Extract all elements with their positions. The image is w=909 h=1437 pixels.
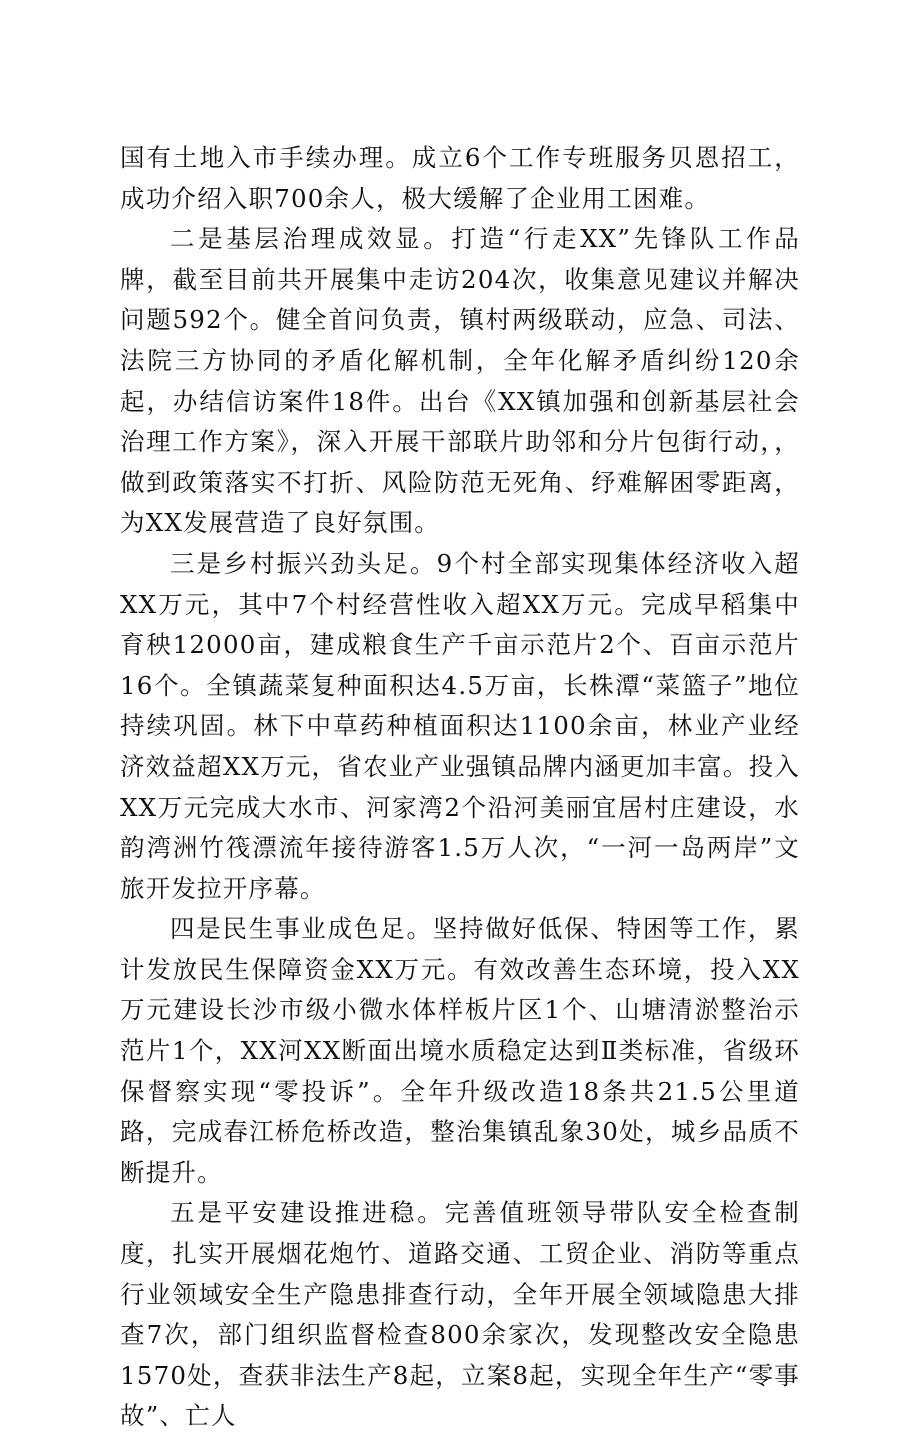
paragraph-grassroots-governance: 二是基层治理成效显。打造“行走XX”先锋队工作品牌，截至目前共开展集中走访204次，收集意见建议并解决问题592个。健全首问负责，镇村两级联动，应急、司法、法院三方协同的矛盾化解机制，全年化解矛盾纠纷120余起，办结信访案件18件。出台《XX镇加强和创新基层社会治理工作方案》，深入开展干部联片助邻和分片包街行动，，做到政策落实不打折、风险防范无死角、纾难解困零距离，为XX发展营造了良好氛围。 (120, 224, 800, 538)
document-body (120, 138, 800, 1437)
paragraph-livelihood: 四是民生事业成色足。坚持做好低保、特困等工作，累计发放民生保障资金XX万元。有效改善生态环境，投入XX万元建设长沙市级小微水体样板片区1个、山塘清淤整治示范片1个，XX河XX断面出境水质稳定达到Ⅱ类标准，省级环保督察实现“零投诉”。全年升级改造18条共21.5公里道路，完成春江桥危桥改造，整治集镇乱象30处，城乡品质不断提升。 (120, 914, 800, 1187)
paragraph-safety-construction: 五是平安建设推进稳。完善值班领导带队安全检查制度，扎实开展烟花炮竹、道路交通、工贸企业、消防等重点行业领域安全生产隐患排查行动，全年开展全领域隐患大排查7次，部门组织监督检查800余家次，发现整改安全隐患1570处，查获非法生产8起，立案8起，实现全年生产“零事故”、亡人 (120, 1198, 800, 1431)
paragraph-continuation: 国有土地入市手续办理。成立6个工作专班服务贝恩招工，成功介绍入职700余人，极大缓解了企业用工困难。 (120, 143, 800, 213)
paragraph-rural-revitalization: 三是乡村振兴劲头足。9个村全部实现集体经济收入超XX万元，其中7个村经营性收入超XX万元。完成早稻集中育秧12000亩，建成粮食生产千亩示范片2个、百亩示范片16个。全镇蔬菜复种面积达4.5万亩，长株潭“菜篮子”地位持续巩固。林下中草药种植面积达1100余亩，林业产业经济效益超XX万元，省农业产业强镇品牌内涵更加丰富。投入XX万元完成大水市、河家湾2个沿河美丽宜居村庄建设，水韵湾洲竹筏漂流年接待游客1.5万人次，“一河一岛两岸”文旅开发拉开序幕。 (120, 548, 800, 903)
